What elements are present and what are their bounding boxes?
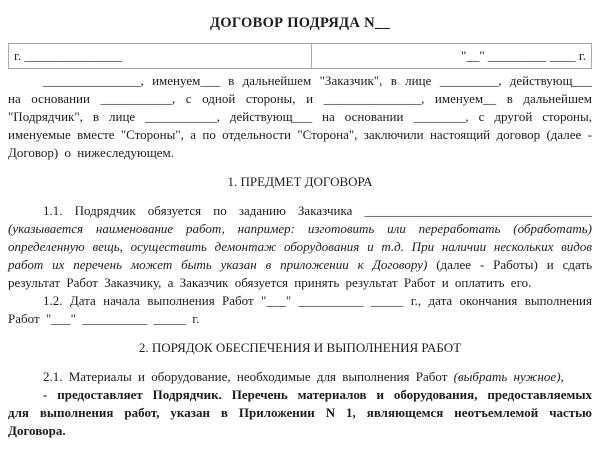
section-2-heading: 2. ПОРЯДОК ОБЕСПЕЧЕНИЯ И ВЫПОЛНЕНИЯ РАБОТ [138, 340, 462, 355]
clause-2-1-paragraph [8, 368, 592, 386]
clause-2-1-lead: 2.1. Материалы и оборудование, необходимые для выполнения Работ [43, 369, 454, 384]
clause-2-1-option-paragraph: - предоставляет Подрядчик. Перечень материалов и оборудования, предоставляемых для выполнения работ, указан в Приложении N 1, являющемся неотъемлемой частью Договора. [8, 387, 592, 438]
clause-1-1-tail: (далее - Работы) и сдать результат Работ Заказчику, а Заказчик обязуется принять результат Работ и оплатить его. [8, 257, 592, 290]
document-title: ДОГОВОР ПОДРЯДА N__ [210, 15, 390, 31]
header-row [9, 44, 592, 69]
clause-1-1-paragraph [8, 202, 592, 292]
clause-1-1-annotation: (указывается наименование работ, например: изготовить или переработать (обработать) определенную вещь, осуществить демонтаж оборудования и т.д. При наличии нескольких видов работ их перечень может быть указан в приложении к Договору) [8, 221, 592, 272]
header-table [8, 43, 592, 69]
city-blank-field: г. _______________ [9, 44, 312, 69]
clause-1-2-paragraph: 1.2. Дата начала выполнения Работ "___" __________ _____ г., дата окончания выполнения Работ "___" __________ _____ г. [8, 293, 592, 326]
preamble-paragraph: _______________, именуем___ в дальнейшем "Заказчик", в лице _________, действующ___ на основании ___________, с одной стороны, и _______________, именуем__ в дальнейшем "Подрядчик", в лице ___________, действующ___ на основании ________, с другой стороны, именуемые вместе "Стороны", а по отдельности "Сторона", заключили настоящий договор (далее - Договор) о нижеследующем. [8, 73, 592, 160]
clause-1-1-lead: 1.1. Подрядчик обязуется по заданию Заказчика ___________________________________ [43, 203, 592, 218]
section-1-heading: 1. ПРЕДМЕТ ДОГОВОРА [227, 174, 373, 189]
date-blank-field: "__" _________ ____ г. [311, 44, 592, 69]
clause-2-1-annotation: (выбрать нужное), [453, 369, 564, 384]
